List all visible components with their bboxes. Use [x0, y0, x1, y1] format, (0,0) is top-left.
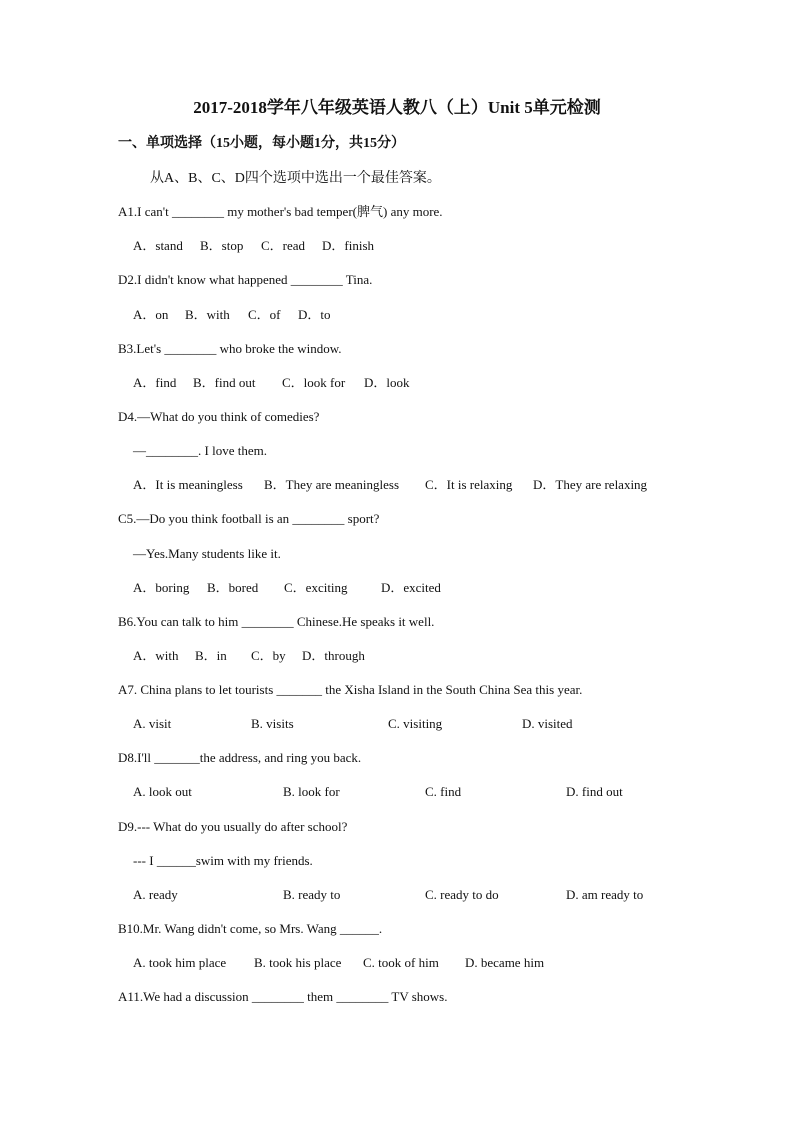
- question-stem: B3.Let's ________ who broke the window.: [118, 341, 342, 356]
- answer-options: [0, 475, 794, 495]
- option-b: B. visits: [251, 716, 294, 731]
- option-c: C. find: [425, 784, 462, 799]
- option-c: C．by: [251, 648, 286, 663]
- option-a: A．stand: [133, 238, 183, 253]
- option-a: A．boring: [133, 580, 190, 595]
- option-b: B. ready to: [283, 887, 341, 902]
- option-d: D．through: [302, 648, 365, 663]
- option-a: A．with: [133, 648, 179, 663]
- option-a: A. took him place: [133, 955, 227, 970]
- option-b: B．with: [185, 307, 230, 322]
- question-stem: A1.I can't ________ my mother's bad temper(脾气) any more.: [118, 204, 443, 219]
- answer-options: [0, 305, 794, 325]
- option-b: B. look for: [283, 784, 340, 799]
- option-b: B. took his place: [254, 955, 342, 970]
- option-c: C. visiting: [388, 716, 443, 731]
- question-stem: D9.--- What do you usually do after school?: [118, 819, 348, 834]
- page-title: 2017-2018学年八年级英语人教八（上）Unit 5单元检测: [193, 98, 601, 117]
- dialogue-reply: --- I ______swim with my friends.: [133, 853, 313, 868]
- option-b: B．They are meaningless: [264, 477, 400, 492]
- section-title: 一、单项选择（15小题，每小题1分，共15分）: [118, 136, 405, 151]
- option-b: B．find out: [193, 375, 256, 390]
- option-a: A. visit: [133, 716, 172, 731]
- answer-options: [0, 373, 794, 393]
- option-d: D．finish: [322, 238, 375, 253]
- option-a: A．It is meaningless: [133, 477, 243, 492]
- option-d: D．They are relaxing: [533, 477, 648, 492]
- option-c: C. took of him: [363, 955, 439, 970]
- option-c: C．look for: [282, 375, 346, 390]
- question-stem: D2.I didn't know what happened ________ Tina.: [118, 272, 373, 287]
- answer-options: [0, 646, 794, 666]
- answer-options: [0, 714, 794, 734]
- dialogue-reply: —________. I love them.: [133, 443, 267, 458]
- dialogue-reply: —Yes.Many students like it.: [133, 546, 281, 561]
- option-b: B．bored: [207, 580, 259, 595]
- option-d: D．look: [364, 375, 410, 390]
- answer-options: [0, 782, 794, 802]
- option-a: A. look out: [133, 784, 192, 799]
- option-d: D．to: [298, 307, 331, 322]
- option-d: D．excited: [381, 580, 441, 595]
- option-d: D. became him: [465, 955, 545, 970]
- option-c: C．exciting: [284, 580, 348, 595]
- option-c: C．of: [248, 307, 281, 322]
- option-a: A．find: [133, 375, 177, 390]
- answer-options: [0, 578, 794, 598]
- question-stem: A7. China plans to let tourists _______ the Xisha Island in the South China Sea this year.: [118, 682, 583, 697]
- question-stem: C5.—Do you think football is an ________ sport?: [118, 511, 380, 526]
- answer-options: [0, 953, 794, 973]
- option-b: B．stop: [200, 238, 244, 253]
- option-a: A．on: [133, 307, 169, 322]
- option-c: C．It is relaxing: [425, 477, 513, 492]
- option-b: B．in: [195, 648, 227, 663]
- question-stem: A11.We had a discussion ________ them ________ TV shows.: [118, 989, 448, 1004]
- answer-options: [0, 236, 794, 256]
- option-c: C．read: [261, 238, 306, 253]
- instruction-text: 从A、B、C、D四个选项中选出一个最佳答案。: [150, 171, 441, 186]
- option-a: A. ready: [133, 887, 178, 902]
- question-stem: B6.You can talk to him ________ Chinese.He speaks it well.: [118, 614, 435, 629]
- question-stem: D4.—What do you think of comedies?: [118, 409, 320, 424]
- option-d: D. am ready to: [566, 887, 644, 902]
- question-stem: B10.Mr. Wang didn't come, so Mrs. Wang ______.: [118, 921, 383, 936]
- question-stem: D8.I'll _______the address, and ring you back.: [118, 750, 362, 765]
- option-d: D. find out: [566, 784, 623, 799]
- option-c: C. ready to do: [425, 887, 499, 902]
- option-d: D. visited: [522, 716, 573, 731]
- answer-options: [0, 885, 794, 905]
